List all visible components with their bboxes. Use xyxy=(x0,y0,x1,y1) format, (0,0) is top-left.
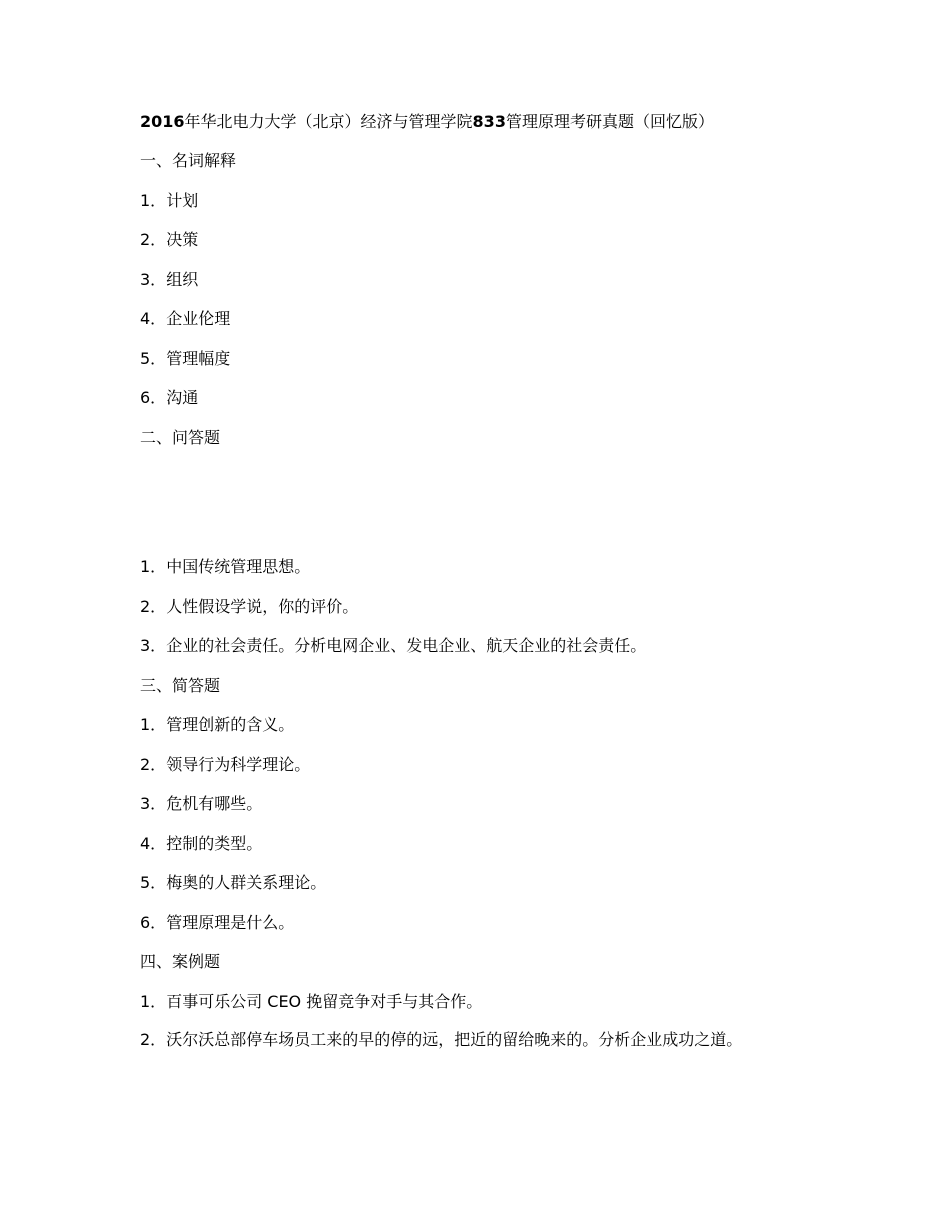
list-item xyxy=(140,871,790,895)
item-text: 管理原理是什么。 xyxy=(166,912,295,932)
item-text: 计划 xyxy=(166,190,199,210)
item-number: 3． xyxy=(140,794,167,813)
list-item xyxy=(140,386,790,410)
title-text-part1: 年华北电力大学（北京）经济与管理学院 xyxy=(184,112,473,131)
item-number: 1． xyxy=(140,190,167,210)
item-number: 4． xyxy=(140,833,167,853)
item-number: 4． xyxy=(140,309,167,328)
item-text: 人性假设学说，你的评价。 xyxy=(166,596,359,616)
item-number: 5． xyxy=(140,873,167,892)
item-text: 控制的类型。 xyxy=(166,833,263,853)
item-text: 管理幅度 xyxy=(166,348,231,368)
item-text: 危机有哪些。 xyxy=(166,794,263,813)
document-title xyxy=(140,110,790,134)
list-item xyxy=(140,634,790,658)
list-item xyxy=(140,753,790,777)
item-number: 2． xyxy=(140,230,167,249)
section-heading: 三、简答题 xyxy=(140,675,221,695)
list-item xyxy=(140,911,790,935)
list-item xyxy=(140,713,790,737)
item-text: 企业的社会责任。分析电网企业、发电企业、航天企业的社会责任。 xyxy=(166,636,647,655)
item-number: 2． xyxy=(140,754,167,774)
item-number: 2． xyxy=(140,596,167,616)
list-item xyxy=(140,595,790,619)
item-text: 沃尔沃总部停车场员工来的早的停的远，把近的留给晚来的。分析企业成功之道。 xyxy=(166,1030,743,1049)
list-item xyxy=(140,189,790,213)
item-text: 企业伦理 xyxy=(166,309,231,328)
list-item xyxy=(140,268,790,292)
item-text: 沟通 xyxy=(166,388,199,407)
item-text: 决策 xyxy=(166,230,199,249)
item-number: 6． xyxy=(140,912,167,932)
list-item xyxy=(140,990,790,1014)
item-number: 1． xyxy=(140,715,167,734)
item-number: 3． xyxy=(140,636,167,655)
item-number: 1． xyxy=(140,991,167,1011)
list-item xyxy=(140,1029,790,1051)
item-text: 组织 xyxy=(166,269,199,289)
list-item xyxy=(140,832,790,856)
title-code: 833 xyxy=(472,112,506,131)
section-heading: 四、案例题 xyxy=(140,952,221,971)
item-number: 1． xyxy=(140,557,167,576)
item-number: 5． xyxy=(140,348,167,368)
list-item xyxy=(140,228,790,252)
item-number: 2． xyxy=(140,1030,167,1049)
item-number: 3． xyxy=(140,269,167,289)
item-text: 百事可乐公司 CEO 挽留竞争对手与其合作。 xyxy=(166,991,483,1011)
item-text: 管理创新的含义。 xyxy=(166,715,295,734)
section-heading: 一、名词解释 xyxy=(140,151,237,170)
title-text-part2: 管理原理考研真题（回忆版） xyxy=(505,112,714,131)
list-item xyxy=(140,307,790,331)
item-text: 梅奥的人群关系理论。 xyxy=(166,873,327,892)
title-year: 2016 xyxy=(140,112,185,131)
list-item xyxy=(140,792,790,816)
item-text: 中国传统管理思想。 xyxy=(166,557,311,576)
section-heading: 二、问答题 xyxy=(140,427,221,447)
document-body xyxy=(140,110,790,1067)
list-item xyxy=(140,347,790,371)
item-text: 领导行为科学理论。 xyxy=(166,754,311,774)
item-number: 6． xyxy=(140,388,167,407)
list-item xyxy=(140,555,790,579)
blank-space xyxy=(140,465,790,555)
